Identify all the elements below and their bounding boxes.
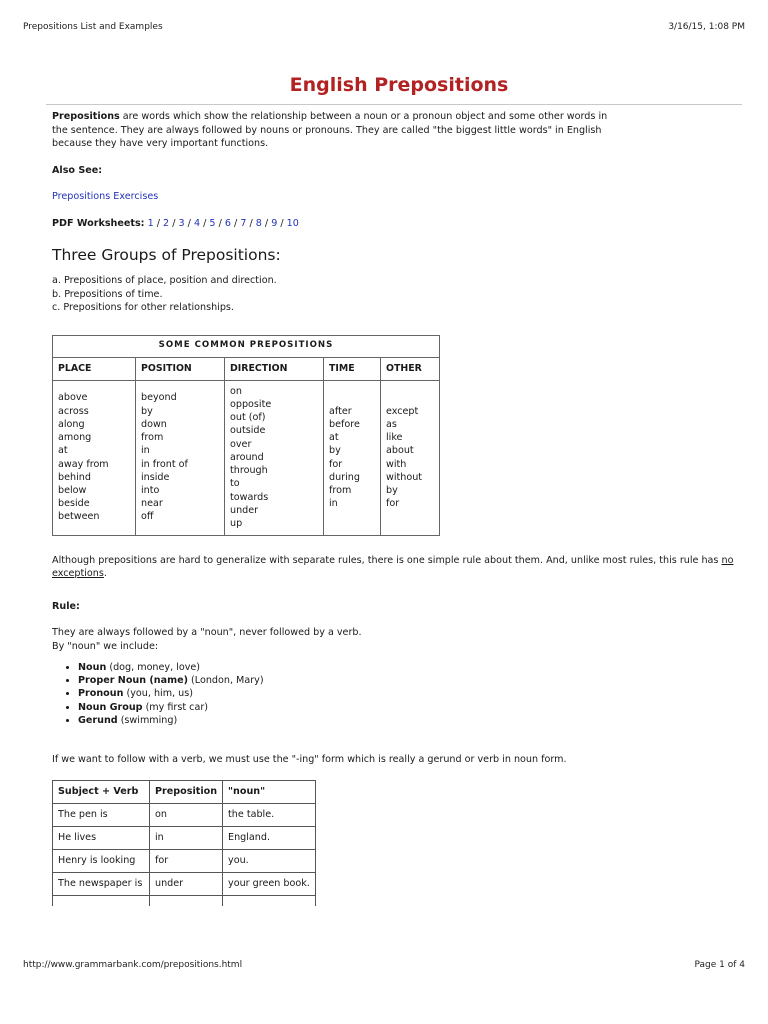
group-item: b. Prepositions of time.: [52, 288, 163, 300]
preposition-word: after: [329, 405, 352, 417]
preposition-word: beyond: [141, 392, 177, 404]
pdf-worksheet-link-4[interactable]: 4: [193, 217, 201, 229]
preposition-word: among: [58, 432, 92, 444]
preposition-word: in: [141, 445, 150, 457]
intro-paragraph: [52, 110, 617, 151]
preposition-word: at: [58, 445, 68, 457]
link-separator: /: [261, 217, 272, 229]
column-header-place: PLACE: [53, 357, 136, 380]
groups-heading: Three Groups of Prepositions:: [52, 246, 281, 264]
table-row: [53, 872, 316, 895]
column-header-other: OTHER: [381, 357, 440, 380]
table-cell: Henry is looking: [53, 849, 150, 872]
preposition-word: above: [58, 392, 88, 404]
intro-term: Prepositions: [52, 111, 120, 122]
table-cell: under: [150, 872, 223, 895]
preposition-word: as: [386, 418, 397, 430]
link-separator: /: [169, 217, 179, 229]
preposition-word: before: [329, 418, 360, 430]
preposition-word: during: [329, 471, 360, 483]
preposition-word: except: [386, 405, 419, 417]
general-text: Although prepositions are hard to generalize with separate rules, there is one simple rule about them. And, unlike most rules, this rule has: [52, 554, 722, 566]
preposition-word: towards: [230, 491, 269, 503]
list-item: • Noun Group (my first car): [78, 701, 746, 714]
list-item: • Noun (dog, money, love): [78, 661, 746, 674]
rule-line-2: By "noun" we include:: [52, 640, 159, 652]
pdf-worksheet-link-2[interactable]: 2: [163, 217, 170, 229]
intro-text: are words which show the relationship between a noun or a pronoun object and some other words in the sentence. They are always followed by nouns or pronouns. They are called "the biggest little words" in English because they have very important functions.: [52, 111, 608, 149]
table-cell: The pen is: [53, 803, 150, 826]
link-separator: /: [200, 217, 210, 229]
preposition-word: for: [386, 498, 400, 510]
preposition-word: opposite: [230, 399, 272, 411]
no-exceptions-text: no exceptions: [52, 554, 734, 579]
pdf-worksheet-link-3[interactable]: 3: [178, 217, 185, 229]
preposition-word: outside: [230, 425, 266, 437]
print-footer-url: http://www.grammarbank.com/prepositions.html: [23, 960, 243, 970]
preposition-word: at: [329, 432, 339, 444]
title-divider: [46, 104, 742, 105]
other-cell: [381, 380, 440, 535]
preposition-word: about: [386, 445, 414, 457]
pdf-worksheet-link-10[interactable]: 10: [286, 217, 299, 229]
preposition-word: on: [230, 385, 242, 397]
preposition-word: between: [58, 511, 100, 523]
position-cell: [136, 380, 225, 535]
preposition-word: off: [141, 511, 154, 523]
preposition-word: without: [386, 471, 423, 483]
pdf-worksheet-link-8[interactable]: 8: [255, 217, 262, 229]
preposition-word: over: [230, 438, 252, 450]
also-see-label: Also See:: [52, 164, 103, 176]
table-row: [53, 803, 316, 826]
preposition-word: from: [141, 432, 164, 444]
list-item: • Gerund (swimming): [78, 714, 746, 727]
table-cell: in: [150, 826, 223, 849]
preposition-word: beside: [58, 498, 90, 510]
preposition-word: across: [58, 405, 89, 417]
prepositions-exercises-link[interactable]: Prepositions Exercises: [52, 191, 159, 202]
preposition-word: to: [230, 478, 240, 490]
groups-list: [52, 274, 746, 315]
preposition-word: with: [386, 458, 407, 470]
general-rule-paragraph: [52, 554, 746, 581]
example-table: [52, 780, 316, 906]
page-title: English Prepositions: [289, 74, 509, 96]
table-cell: you.: [223, 849, 316, 872]
pdf-worksheet-link-9[interactable]: 9: [271, 217, 278, 229]
preposition-word: under: [230, 504, 259, 516]
column-header-preposition: Preposition: [150, 780, 223, 803]
table-cell: on: [150, 803, 223, 826]
pdf-worksheet-link-6[interactable]: 6: [224, 217, 231, 229]
link-separator: /: [230, 217, 241, 229]
pdf-worksheet-links: [148, 218, 299, 229]
table-cell: the table.: [223, 803, 316, 826]
preposition-word: by: [386, 484, 398, 496]
common-prepositions-table: [52, 335, 440, 536]
page-content: [52, 73, 746, 906]
preposition-word: down: [141, 418, 167, 430]
pdf-worksheets: [52, 217, 746, 231]
column-header-direction: DIRECTION: [225, 357, 324, 380]
print-footer-page: Page 1 of 4: [694, 960, 745, 970]
link-separator: /: [215, 217, 225, 229]
preposition-word: for: [329, 458, 343, 470]
preposition-word: in front of: [141, 458, 188, 470]
print-header-title: Prepositions List and Examples: [23, 22, 163, 32]
general-end: .: [103, 568, 107, 579]
preposition-word: below: [58, 484, 87, 496]
print-header-datetime: 3/16/15, 1:08 PM: [668, 22, 745, 32]
link-separator: /: [184, 217, 194, 229]
preposition-word: by: [329, 445, 341, 457]
column-header-time: TIME: [324, 357, 381, 380]
preposition-word: from: [329, 484, 352, 496]
preposition-word: into: [141, 484, 160, 496]
preposition-word: around: [230, 451, 264, 463]
noun-list: [52, 661, 746, 727]
preposition-word: up: [230, 517, 243, 529]
table-caption: SOME COMMON PREPOSITIONS: [53, 335, 440, 357]
group-item: a. Prepositions of place, position and direction.: [52, 275, 277, 286]
rule-line-1: They are always followed by a "noun", never followed by a verb.: [52, 627, 362, 638]
preposition-word: inside: [141, 471, 170, 483]
pdf-worksheet-link-1[interactable]: 1: [147, 217, 154, 229]
column-header-subject-verb: Subject + Verb: [53, 780, 150, 803]
column-header-position: POSITION: [136, 357, 225, 380]
gerund-note: If we want to follow with a verb, we must use the "-ing" form which is really a gerund or verb in noun form.: [52, 754, 567, 766]
column-header-noun: "noun": [223, 780, 316, 803]
place-cell: [53, 380, 136, 535]
pdf-worksheet-link-5[interactable]: 5: [209, 217, 216, 229]
preposition-word: away from: [58, 458, 109, 470]
list-item: • Proper Noun (name) (London, Mary): [78, 674, 746, 687]
preposition-word: out (of): [230, 412, 266, 424]
link-separator: /: [246, 217, 256, 229]
table-row: [53, 849, 316, 872]
link-separator: /: [277, 217, 287, 229]
rule-label: Rule:: [52, 600, 80, 612]
time-cell: [324, 380, 381, 535]
preposition-word: along: [58, 418, 85, 430]
group-item: c. Prepositions for other relationships.: [52, 302, 234, 313]
list-item: • Pronoun (you, him, us): [78, 687, 746, 700]
direction-cell: [225, 380, 324, 535]
preposition-word: near: [141, 498, 163, 510]
table-row: [53, 826, 316, 849]
table-cell: for: [150, 849, 223, 872]
preposition-word: like: [386, 432, 403, 444]
preposition-word: through: [230, 465, 268, 477]
table-cell: The newspaper is: [53, 872, 150, 895]
table-cell: your green book.: [223, 872, 316, 895]
table-cell: England.: [223, 826, 316, 849]
link-separator: /: [153, 217, 164, 229]
pdf-worksheet-link-7[interactable]: 7: [240, 217, 247, 229]
pdf-worksheets-label: PDF Worksheets:: [52, 217, 145, 229]
table-row-continued: [53, 895, 316, 906]
preposition-word: in: [329, 498, 338, 510]
preposition-word: by: [141, 405, 153, 417]
table-cell: He lives: [53, 826, 150, 849]
preposition-word: behind: [58, 471, 91, 483]
